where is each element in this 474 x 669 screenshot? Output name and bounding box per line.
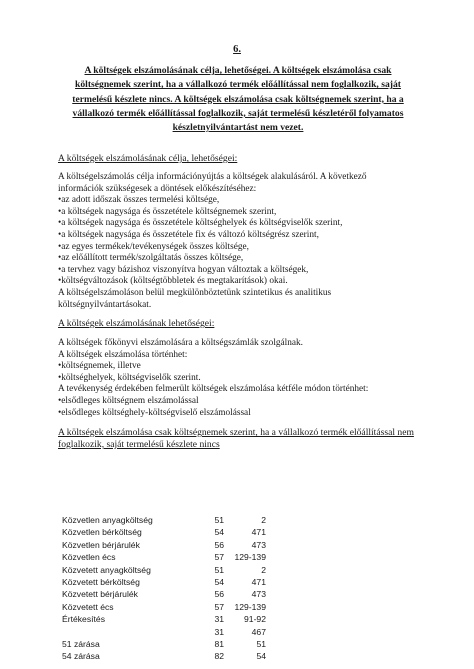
accounting-table bbox=[62, 514, 266, 663]
paragraph-line: információk szükségesek a döntések előkészítéséhez: bbox=[58, 183, 257, 194]
row-label: Közvetett écs bbox=[62, 601, 114, 612]
account-number: 57 bbox=[214, 552, 224, 563]
heading-line: vállalkozó termék előállítással foglalkozik, saját termelésű készletéről folyamatos bbox=[72, 107, 404, 119]
section-3-title-line: foglalkozik, saját termelésű készlete nincs bbox=[58, 438, 220, 450]
list-item: •a tervhez vagy bázishoz viszonyítva hogyan változtak a költségek, bbox=[58, 264, 309, 275]
account-value: 467 bbox=[251, 626, 266, 637]
paragraph-line: A költségek főkönyvi elszámolására a költségszámlák szolgálnak. bbox=[58, 338, 304, 348]
account-value: 2 bbox=[261, 564, 266, 575]
account-value: 54 bbox=[256, 651, 266, 662]
paragraph-line: A tevékenység érdekében felmerült költségek elszámolása kétféle módon történhet: bbox=[58, 384, 369, 395]
table-row bbox=[62, 539, 266, 551]
account-value: 91-92 bbox=[244, 614, 266, 625]
table-row bbox=[62, 514, 266, 526]
heading-line: termelésű készlete nincs. A költségek elszámolása csak költségnemek szerint, ha a bbox=[72, 93, 404, 105]
table-row bbox=[62, 576, 266, 588]
section-2-title: A költségek elszámolásának lehetőségei: bbox=[58, 318, 215, 329]
list-item: •az előállított termék/szolgáltatás összes költsége, bbox=[58, 253, 244, 264]
list-item: •költséghelyek, költségviselők szerint. bbox=[58, 372, 201, 383]
paragraph-line: A költségelszámolás célja információnyújtás a költségek alakulásáról. A következő bbox=[58, 172, 367, 182]
account-value: 129-139 bbox=[234, 552, 266, 563]
account-value: 2 bbox=[261, 515, 266, 525]
row-label: Közvetett bérköltség bbox=[62, 577, 140, 588]
list-item: •elsődleges költséghely-költségviselő elszámolással bbox=[58, 407, 251, 418]
account-value: 51 bbox=[256, 639, 266, 650]
table-row bbox=[62, 564, 266, 576]
row-label: Közvetett bérjárulék bbox=[62, 589, 138, 600]
section-1-body bbox=[58, 172, 367, 311]
heading-line: költségnemek szerint, ha a vállalkozó termék előállítással nem foglalkozik, saját bbox=[75, 79, 401, 91]
table-row bbox=[62, 526, 266, 538]
section-1-title: A költségek elszámolásának célja, lehetőségei: bbox=[58, 153, 238, 164]
table-row bbox=[62, 650, 266, 662]
account-value: 471 bbox=[251, 577, 266, 588]
account-number: 56 bbox=[214, 539, 224, 550]
list-item: •elsődleges költségnem elszámolással bbox=[58, 395, 199, 406]
account-value: 471 bbox=[251, 527, 266, 538]
list-item: •a költségek nagysága és összetétele költségnemek szerint, bbox=[58, 206, 277, 217]
table-row bbox=[62, 551, 266, 563]
account-number: 51 bbox=[214, 515, 224, 525]
row-label bbox=[62, 626, 206, 638]
table-row bbox=[62, 638, 266, 650]
table-row bbox=[62, 613, 266, 625]
list-item: •az egyes termékek/tevékenységek összes költsége, bbox=[58, 241, 249, 252]
row-label: Közvetlen bérjárulék bbox=[62, 539, 140, 550]
paragraph-line: A költségek elszámolása történhet: bbox=[58, 349, 188, 360]
account-value: 473 bbox=[251, 589, 266, 600]
heading-line: A költségek elszámolásának célja, lehetőségei. A költségek elszámolása csak bbox=[84, 65, 392, 76]
row-label: Közvetlen écs bbox=[62, 552, 116, 563]
row-label: 54 zárása bbox=[62, 651, 100, 662]
row-label: 51 zárása bbox=[62, 639, 100, 650]
account-value: 129-139 bbox=[234, 601, 266, 612]
section-3-title bbox=[58, 427, 414, 451]
section-2-body bbox=[58, 338, 368, 419]
row-label: Értékesítés bbox=[62, 614, 105, 625]
account-value: 473 bbox=[251, 539, 266, 550]
heading-line: készletnyilvántartást nem vezet. bbox=[172, 122, 304, 134]
table-row bbox=[62, 626, 266, 638]
list-item: •a költségek nagysága és összetétele költséghelyek és költségviselők szerint, bbox=[58, 218, 343, 229]
chapter-heading bbox=[58, 64, 418, 135]
account-number: 54 bbox=[214, 577, 224, 588]
account-number: 51 bbox=[214, 564, 224, 575]
paragraph-line: költségnyilvántartásokat. bbox=[58, 299, 152, 310]
account-number: 57 bbox=[214, 601, 224, 612]
table-row bbox=[62, 588, 266, 600]
account-number: 31 bbox=[214, 626, 224, 637]
account-number: 82 bbox=[214, 651, 224, 662]
account-number: 81 bbox=[214, 639, 224, 650]
row-label: Közvetlen bérköltség bbox=[62, 527, 142, 538]
table-row bbox=[62, 601, 266, 613]
list-item: •költségváltozások (költségtöbbletek és megtakarítások) okai. bbox=[58, 276, 288, 287]
list-item: •az adott időszak összes termelési költsége, bbox=[58, 195, 220, 206]
row-label: Közvetlen anyagköltség bbox=[62, 515, 153, 525]
chapter-number: 6. bbox=[233, 44, 241, 55]
list-item: •költségnemek, illetve bbox=[58, 361, 141, 372]
row-label: Közvetett anyagköltség bbox=[62, 564, 151, 575]
account-number: 54 bbox=[214, 527, 224, 538]
account-number: 56 bbox=[214, 589, 224, 600]
list-item: •a költségek nagysága és összetétele fix és változó költségrész szerint, bbox=[58, 229, 319, 240]
section-3-title-line: A költségek elszámolása csak költségnemek szerint, ha a vállalkozó termék előállítással nem bbox=[58, 427, 414, 438]
account-number: 31 bbox=[214, 614, 224, 625]
paragraph-line: A költségelszámoláson belül megkülönböztetünk szintetikus és analitikus bbox=[58, 287, 332, 298]
